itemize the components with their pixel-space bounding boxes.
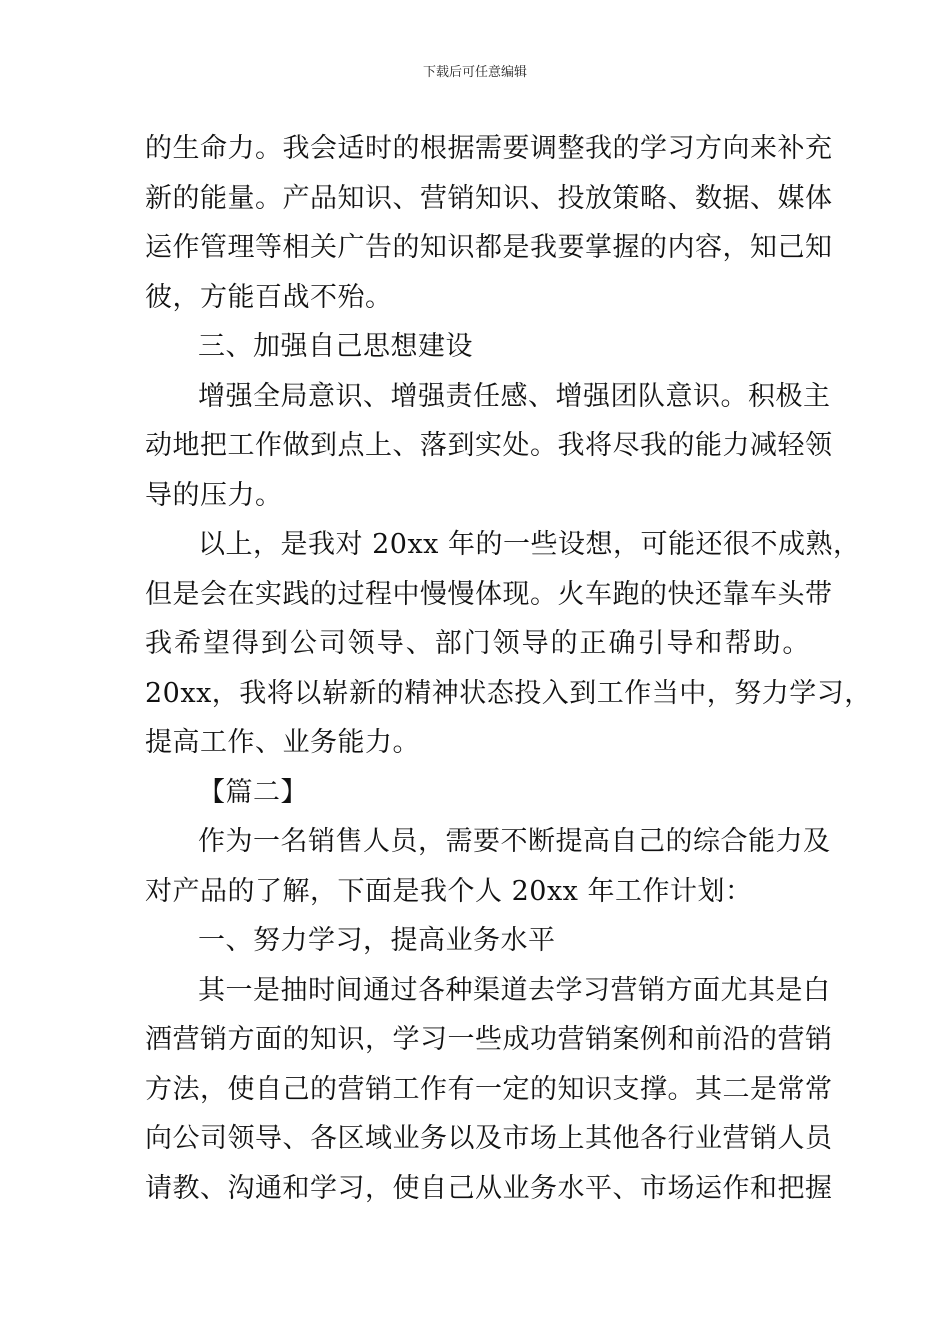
text-line: 增强全局意识、增强责任感、增强团队意识。积极主 xyxy=(198,380,831,412)
text-line: 向公司领导、各区域业务以及市场上其他各行业营销人员 xyxy=(145,1123,833,1154)
text-line: 导的压力。 xyxy=(145,479,283,511)
text-line: 我 希 望 得 到 公 司 领 导 、 部 门 领 导 的 正 确 引 导 和 帮 助 。 xyxy=(145,628,810,659)
text-line: 以上，是我对 20xx 年的一些设想，可能还很不成熟， xyxy=(198,529,861,560)
text-line: 三、加强自己思想建设 xyxy=(198,331,473,362)
text-line: 一、努力学习，提高业务水平 xyxy=(198,925,556,956)
text-line: 作为一名销售人员，需要不断提高自己的综合能力及 xyxy=(198,826,831,857)
text-line: 20xx，我将以崭新的精神状态投入到工作当中，努力学习， xyxy=(145,677,872,709)
text-line: 其一是抽时间通过各种渠道去学习营销方面尤其是白 xyxy=(198,974,831,1006)
text-line: 的生命力。我会适时的根据需要调整我的学习方向来补充 xyxy=(145,133,833,164)
text-line: 提高工作、业务能力。 xyxy=(145,727,420,758)
text-line: 但是会在实践的过程中慢慢体现。火车跑的快还靠车头带 xyxy=(145,578,833,610)
document-body xyxy=(145,124,872,1213)
text-line: 新的能量。产品知识、营销知识、投放策略、数据、媒体 xyxy=(145,182,833,214)
text-line: 动地把工作做到点上、落到实处。我将尽我的能力减轻领 xyxy=(145,430,833,461)
text-line: 彼，方能百战不殆。 xyxy=(145,281,393,313)
text-line: 【篇二】 xyxy=(198,776,308,808)
text-line: 酒营销方面的知识，学习一些成功营销案例和前沿的营销 xyxy=(145,1024,833,1055)
text-line: 运作管理等相关广告的知识都是我要掌握的内容，知己知 xyxy=(145,232,833,263)
page-header: 下载后可任意编辑 xyxy=(422,65,527,80)
text-line: 对产品的了解，下面是我个人 20xx 年工作计划： xyxy=(145,875,753,907)
text-line: 方法，使自己的营销工作有一定的知识支撑。其二是常常 xyxy=(145,1073,833,1105)
text-line: 请教、沟通和学习，使自己从业务水平、市场运作和把握 xyxy=(145,1172,833,1204)
